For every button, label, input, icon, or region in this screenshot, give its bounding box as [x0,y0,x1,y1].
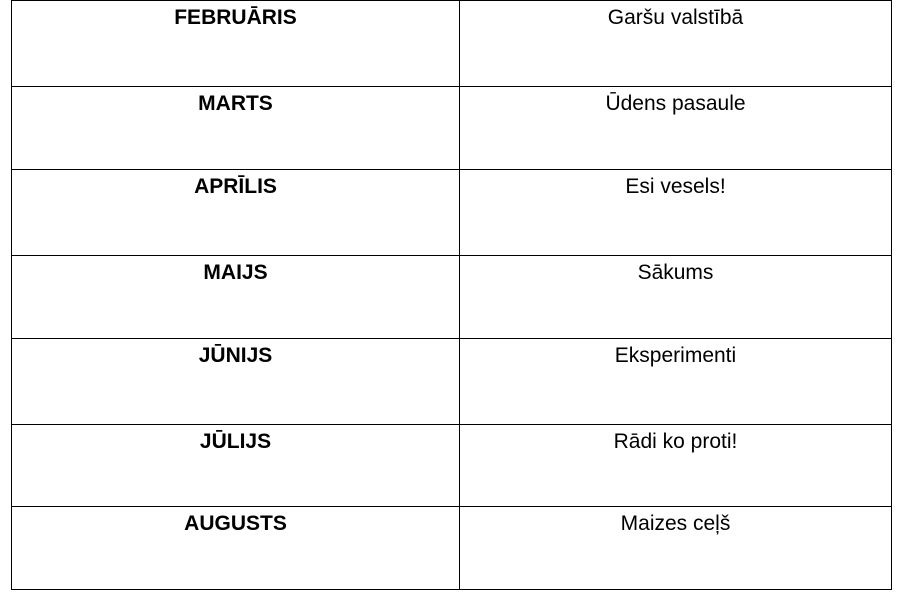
month-cell: JŪNIJS [12,339,460,425]
month-cell: JŪLIJS [12,425,460,507]
table-row [12,87,892,170]
table-row [12,339,892,425]
month-cell: AUGUSTS [12,507,460,590]
theme-cell: Sākums [460,256,892,339]
table-row [12,507,892,590]
theme-cell: Maizes ceļš [460,507,892,590]
theme-cell: Rādi ko proti! [460,425,892,507]
theme-cell: Ūdens pasaule [460,87,892,170]
monthly-themes-table [11,0,892,590]
theme-cell: Eksperimenti [460,339,892,425]
table-row [12,256,892,339]
theme-cell: Garšu valstībā [460,1,892,87]
table-row [12,170,892,256]
table-row [12,425,892,507]
month-cell: MAIJS [12,256,460,339]
table-row [12,1,892,87]
month-cell: FEBRUĀRIS [12,1,460,87]
month-cell: APRĪLIS [12,170,460,256]
month-cell: MARTS [12,87,460,170]
theme-cell: Esi vesels! [460,170,892,256]
